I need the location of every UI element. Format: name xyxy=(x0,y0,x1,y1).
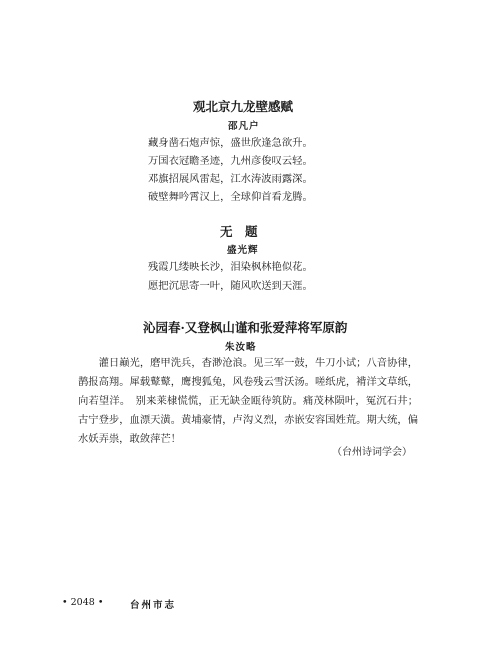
poem-title: 无 题 xyxy=(220,224,258,239)
poem-title: 观北京九龙壁感赋 xyxy=(193,99,294,114)
page-number: • 2048 • xyxy=(62,597,104,608)
source-note: （台州诗词学会） xyxy=(332,447,412,458)
poem-line: 愿把沉思寄一叶，随风吹送到天涯。 xyxy=(148,280,313,292)
poem-author: 盛光辉 xyxy=(227,245,259,256)
poem-title: 沁园春·又登枫山谨和张爱萍将军原韵 xyxy=(143,320,348,335)
poem-body: 灌日巅光，磨甲洗兵，杳渺沧浪。见三军一鼓，牛刀小试；八音协律，鹊报高翔。犀载鼙鼙，鹰搜狐兔，风卷残云雪沃汤。嗟纸虎，褙洋文草纸，向若望洋。 别来莱棣慌慌，正无缺金瓯待筑防。痛茂林陨叶，冤沉石井；古宁登步，血漂天潢。黄埔豪情，卢沟义烈，赤嵌安容国姓荒。期大统，偏水妖弄祟，敢敛萍芒！ xyxy=(78,357,418,445)
poem-author: 朱汝略 xyxy=(225,342,257,353)
poem-line: 破壁舞吟霄汉上，全球仰首看龙腾。 xyxy=(148,191,313,203)
poem-line: 邓旗招展风雷起，江水涛波雨露深。 xyxy=(148,173,313,185)
poem-line: 残霞几缕映长沙，泪染枫林艳似花。 xyxy=(148,261,313,273)
poem-line: 万国衣冠瞻圣迹，九州彦俊叹云轻。 xyxy=(148,155,313,167)
book-title: 台州市志 xyxy=(130,600,177,611)
poem-author: 邵凡户 xyxy=(228,121,260,132)
poem-line: 藏身凿石炮声惊，盛世欣逢急欲升。 xyxy=(148,137,313,149)
